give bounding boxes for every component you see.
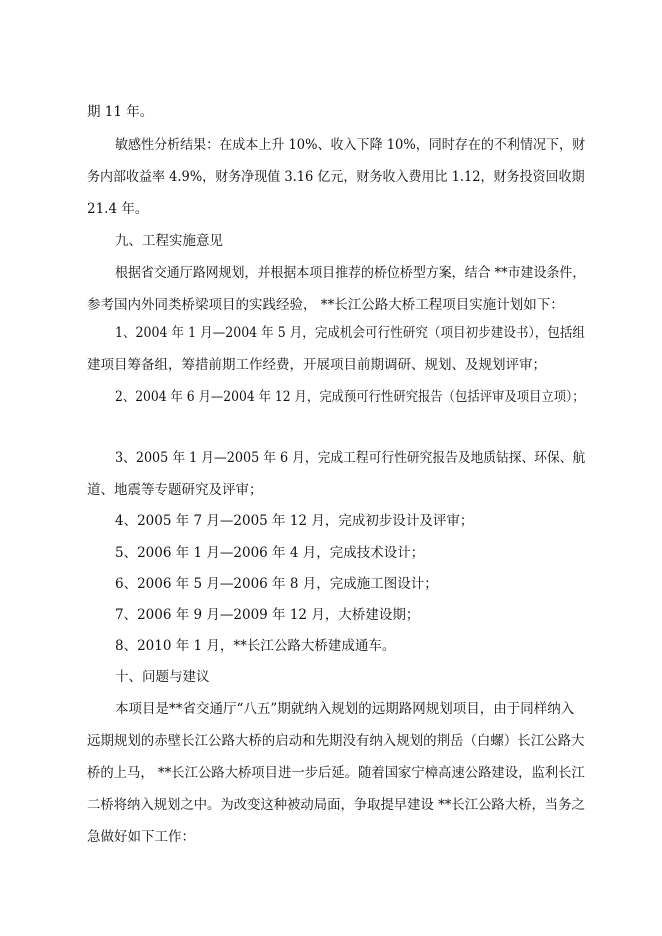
list-item-line: 8、2010 年 1 月，**长江公路大桥建成通车。 [115, 638, 396, 654]
section-heading: 九、工程实施意见 [115, 233, 223, 249]
text-line: 远期规划的赤壁长江公路大桥的启动和先期没有纳入规划的荆岳（白螺）长江公路大 [87, 733, 585, 749]
text-line: 敏感性分析结果：在成本上升 10%、收入下降 10%，同时存在的不利情况下，财 [115, 137, 586, 153]
section-heading: 十、问题与建议 [115, 669, 210, 685]
text-line: 务内部收益率 4.9%，财务净现值 3.16 亿元，财务收入费用比 1.12，财务投资回收期 [87, 169, 585, 185]
list-item-line: 5、2006 年 1 月—2006 年 4 月，完成技术设计； [115, 545, 425, 561]
text-line: 急做好如下工作： [87, 829, 195, 845]
list-item-line: 3、2005 年 1 月—2005 年 6 月，完成工程可行性研究报告及地质钻探、环保、航 [115, 450, 586, 466]
text-line: 本项目是**省交通厅“八五”期就纳入规划的远期路网规划项目，由于同样纳入 [115, 701, 575, 717]
text-line: 21.4 年。 [87, 201, 149, 217]
text-line: 桥的上马， **长江公路大桥项目进一步后延。随着国家宁樟高速公路建设，监利长江 [87, 765, 585, 781]
text-line: 根据省交通厅路网规划，并根据本项目推荐的桥位桥型方案，结合 **市建设条件， [115, 265, 586, 281]
text-line: 参考国内外同类桥梁项目的实践经验， **长江公路大桥工程项目实施计划如下： [87, 297, 564, 313]
list-item-line: 4、2005 年 7 月—2005 年 12 月，完成初步设计及评审； [115, 513, 474, 529]
text-line: 二桥将纳入规划之中。为改变这种被动局面，争取提早建设 **长江公路大桥，当务之 [87, 797, 585, 813]
list-item-line: 道、地震等专题研究及评审； [87, 482, 263, 498]
list-item-line: 1、2004 年 1 月—2004 年 5 月，完成机会可行性研究（项目初步建设书），包括组 [115, 325, 585, 341]
list-item-line: 2、2004 年 6 月—2004 年 12 月，完成预可行性研究报告（包括评审及项目立项）； [115, 389, 585, 405]
list-item-line: 6、2006 年 5 月—2006 年 8 月，完成施工图设计； [115, 576, 438, 592]
list-item-line: 7、2006 年 9 月—2009 年 12 月，大桥建设期； [115, 607, 420, 623]
list-item-line: 建项目筹备组，筹措前期工作经费，开展项目前期调研、规划、及规划评审； [87, 357, 546, 373]
text-line: 期 11 年。 [87, 104, 154, 120]
